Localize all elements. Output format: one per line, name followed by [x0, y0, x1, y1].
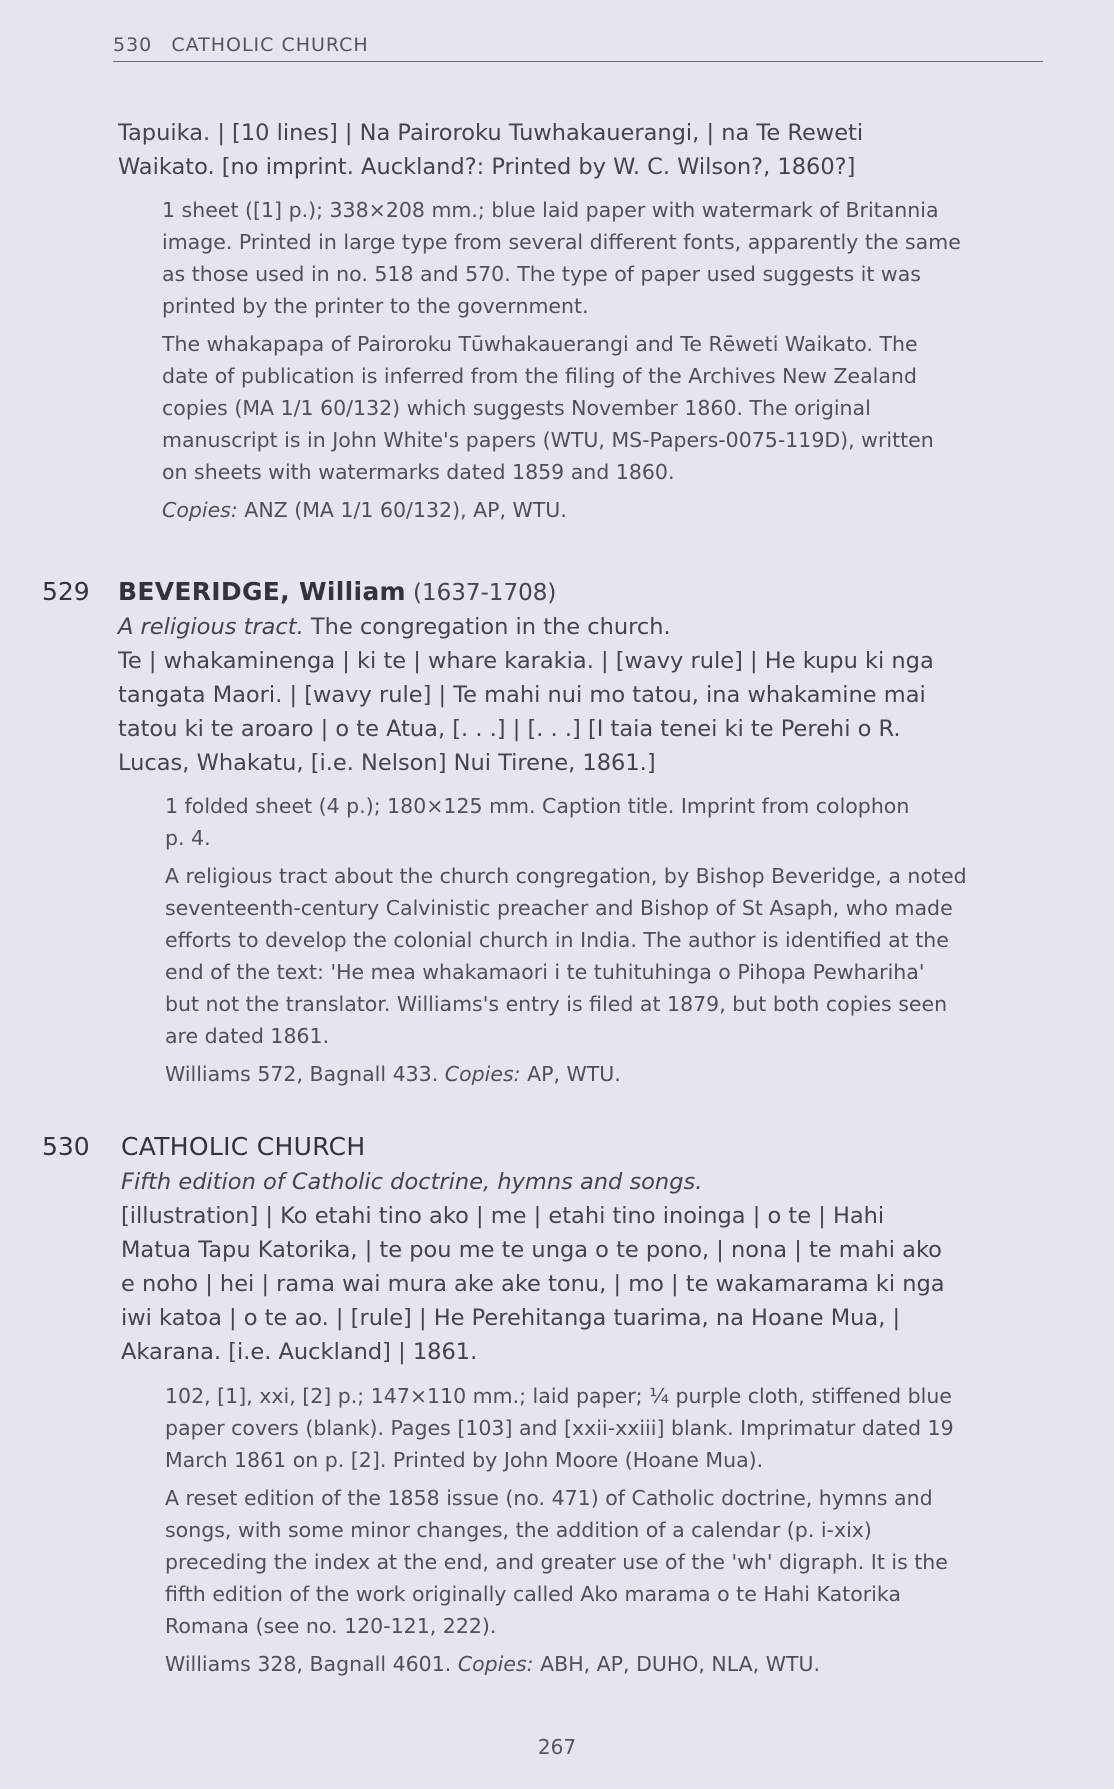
entry-529-physical-description [165, 790, 1045, 854]
english-title-rest: The congregation in the church. [303, 614, 671, 640]
entry-529-note [165, 860, 1045, 1052]
note-line: fifth edition of the work originally called Ako marama o te Hahi Katorika [165, 1582, 901, 1606]
entry-528-description [162, 194, 1042, 536]
note-line: songs, with some minor changes, the addition of a calendar (p. i-xix) [165, 1518, 872, 1542]
note-line: The whakapapa of Pairoroku Tūwhakauerangi and Te Rēweti Waikato. The [162, 332, 918, 356]
entry-528-physical-description [162, 194, 1042, 322]
entry-529-references [165, 1058, 1045, 1090]
note-line: A reset edition of the 1858 issue (no. 471) of Catholic doctrine, hymns and [165, 1486, 933, 1510]
note-line: preceding the index at the end, and greater use of the 'wh' digraph. It is the [165, 1550, 948, 1574]
note-line: on sheets with watermarks dated 1859 and 1860. [162, 460, 675, 484]
title-line: Akarana. [i.e. Auckland] | 1861. [121, 1339, 478, 1365]
title-line: Te | whakaminenga | ki te | whare karakia. | [wavy rule] | He kupu ki nga [118, 648, 934, 674]
entry-english-title [118, 610, 998, 644]
refs: Williams 328, Bagnall 4601. [165, 1652, 452, 1676]
entry-530-note [165, 1482, 1045, 1642]
title-line: iwi katoa | o te ao. | [rule] | He Perehitanga tuarima, na Hoane Mua, | [121, 1305, 901, 1331]
entry-heading [118, 575, 998, 610]
note-line: are dated 1861. [165, 1024, 330, 1048]
entry-english-title: Fifth edition of Catholic doctrine, hymns and songs. [121, 1169, 703, 1195]
note-line: date of publication is inferred from the filing of the Archives New Zealand [162, 364, 917, 388]
entry-heading [121, 1130, 1001, 1165]
desc-line: image. Printed in large type from several different fonts, apparently the same [162, 230, 961, 254]
desc-line: 1 folded sheet (4 p.); 180×125 mm. Caption title. Imprint from colophon [165, 794, 910, 818]
note-line: manuscript is in John White's papers (WTU, MS-Papers-0075-119D), written [162, 428, 934, 452]
copies-list: AP, WTU. [527, 1062, 621, 1086]
entry-number: 529 [42, 577, 90, 606]
desc-line: as those used in no. 518 and 570. The type of paper used suggests it was [162, 262, 921, 286]
entry-number: 530 [42, 1132, 90, 1161]
copies-list: ANZ (MA 1/1 60/132), AP, WTU. [244, 498, 567, 522]
title-line: Lucas, Whakatu, [i.e. Nelson] Nui Tirene, 1861.] [118, 750, 656, 776]
refs: Williams 572, Bagnall 433. [165, 1062, 439, 1086]
title-line: tatou ki te aroaro | o te Atua, [. . .] | [. . .] [I taia tenei ki te Perehi o R. [118, 716, 901, 742]
entry-author: CATHOLIC CHURCH [121, 1132, 366, 1161]
page-number: 267 [537, 1735, 577, 1759]
copies-label: Copies: [162, 498, 238, 522]
note-line: end of the text: 'He mea whakamaori i te tuhituhinga o Pihopa Pewhariha' [165, 960, 925, 984]
note-line: A religious tract about the church congregation, by Bishop Beveridge, a noted [165, 864, 967, 888]
note-line: copies (MA 1/1 60/132) which suggests November 1860. The original [162, 396, 871, 420]
entry-529-description [165, 790, 1045, 1100]
desc-line: 102, [1], xxi, [2] p.; 147×110 mm.; laid paper; ¼ purple cloth, stiffened blue [165, 1384, 952, 1408]
title-line: e noho | hei | rama wai mura ake ake tonu, | mo | te wakamarama ki nga [121, 1271, 945, 1297]
desc-line: 1 sheet ([1] p.); 338×208 mm.; blue laid paper with watermark of Britannia [162, 198, 939, 222]
entry-528-note [162, 328, 1042, 488]
entry-530-physical-description [165, 1380, 1045, 1476]
header-page-number: 530 [113, 34, 153, 56]
copies-label: Copies: [444, 1062, 521, 1086]
entry-author-dates: (1637-1708) [413, 580, 557, 606]
note-line: seventeenth-century Calvinistic preacher and Bishop of St Asaph, who made [165, 896, 953, 920]
entry-528-copies [162, 494, 1042, 526]
copies-list: ABH, AP, DUHO, NLA, WTU. [540, 1652, 821, 1676]
header-running-title: CATHOLIC CHURCH [171, 34, 369, 56]
desc-line: March 1861 on p. [2]. Printed by John Moore (Hoane Mua). [165, 1448, 764, 1472]
english-title-italic: A religious tract. [118, 614, 304, 640]
note-line: efforts to develop the colonial church in India. The author is identified at the [165, 928, 949, 952]
entry-author: BEVERIDGE, William [118, 577, 406, 606]
note-line: but not the translator. Williams's entry is filed at 1879, but both copies seen [165, 992, 948, 1016]
entry-530-references [165, 1648, 1045, 1680]
title-line: Matua Tapu Katorika, | te pou me te unga o te pono, | nona | te mahi ako [121, 1237, 942, 1263]
copies-label: Copies: [457, 1652, 534, 1676]
running-header [113, 34, 1043, 62]
entry-528-title-line-1: Tapuika. | [10 lines] | Na Pairoroku Tuwhakauerangi, | na Te Reweti [118, 120, 864, 146]
title-line: tangata Maori. | [wavy rule] | Te mahi nui mo tatou, ina whakamine mai [118, 682, 926, 708]
desc-line: paper covers (blank). Pages [103] and [xxii-xxiii] blank. Imprimatur dated 19 [165, 1416, 954, 1440]
entry-530-description [165, 1380, 1045, 1690]
note-line: Romana (see no. 120-121, 222). [165, 1614, 497, 1638]
desc-line: printed by the printer to the government. [162, 294, 589, 318]
desc-line: p. 4. [165, 826, 211, 850]
title-line: [illustration] | Ko etahi tino ako | me | etahi tino inoinga | o te | Hahi [121, 1203, 885, 1229]
entry-528-title-line-2: Waikato. [no imprint. Auckland?: Printed by W. C. Wilson?, 1860?] [118, 154, 856, 180]
